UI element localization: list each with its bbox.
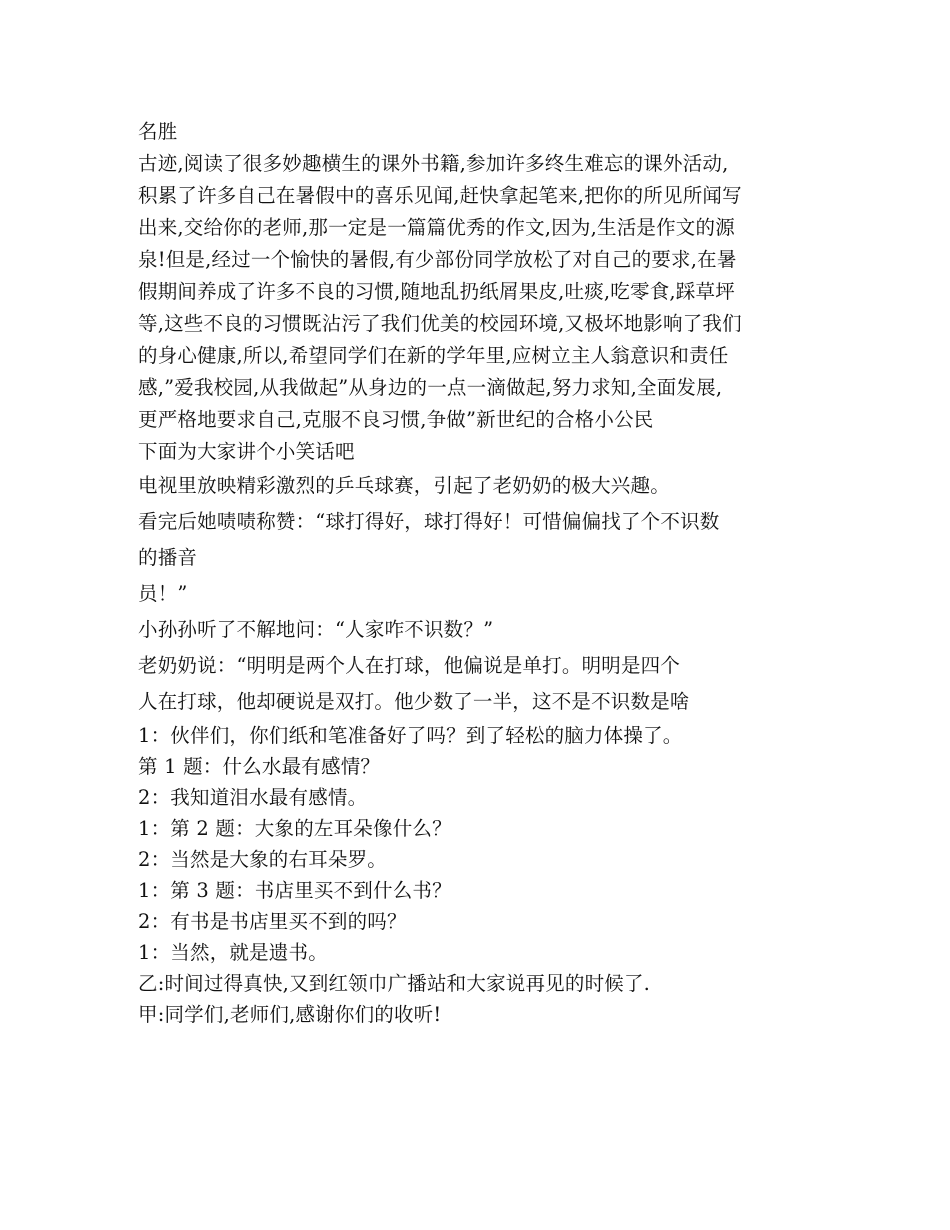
paragraph-1-line: 积累了许多自己在暑假中的喜乐见闻,赶快拿起笔来,把你的所见所闻写: [138, 184, 742, 207]
quiz-line: 第 1 题：什么水最有感情？: [138, 755, 381, 778]
joke-line: 的播音: [138, 546, 198, 569]
paragraph-1-line: 更严格地要求自己,克服不良习惯,争做”新世纪的合格小公民: [138, 408, 654, 431]
joke-intro-line: 下面为大家讲个小笑话吧: [138, 440, 355, 463]
document-body: [138, 116, 838, 1030]
quiz-line: 1：伙伴们，你们纸和笔准备好了吗？到了轻松的脑力体操了。: [138, 724, 683, 747]
quiz-line: 2：当然是大象的右耳朵罗。: [138, 848, 388, 871]
paragraph-1-line: 感,”爱我校园,从我做起”从身边的一点一滴做起,努力求知,全面发展,: [138, 376, 723, 399]
joke-line: 老奶奶说：“明明是两个人在打球，他偏说是单打。明明是四个: [138, 654, 681, 677]
joke-line: 看完后她啧啧称赞：“球打得好，球打得好！可惜偏偏找了个不识数: [138, 510, 720, 533]
paragraph-1-line: 古迹,阅读了很多妙趣横生的课外书籍,参加许多终生难忘的课外活动,: [138, 152, 729, 175]
closing-line: 乙:时间过得真快,又到红领巾广播站和大家说再见的时候了.: [138, 972, 651, 995]
joke-line: 小孙孙听了不解地问：“人家咋不识数？”: [138, 618, 494, 641]
quiz-line: 1：第 2 题：大象的左耳朵像什么？: [138, 817, 452, 840]
paragraph-1-line: 泉!但是,经过一个愉快的暑假,有少部份同学放松了对自己的要求,在暑: [138, 248, 737, 271]
paragraph-1-line: 等,这些不良的习惯既沾污了我们优美的校园环境,又极坏地影响了我们: [138, 312, 742, 335]
quiz-line: 1：第 3 题：书店里买不到什么书？: [138, 879, 452, 902]
paragraph-1-line: 出来,交给你的老师,那一定是一篇篇优秀的作文,因为,生活是作文的源: [138, 216, 735, 239]
paragraph-1-line: 的身心健康,所以,希望同学们在新的学年里,应树立主人翁意识和责任: [138, 344, 729, 367]
quiz-line: 2：有书是书店里买不到的吗？: [138, 910, 407, 933]
joke-line: 员！”: [138, 582, 188, 605]
quiz-line: 1：当然，就是遗书。: [138, 941, 328, 964]
joke-line: 人在打球，他却硬说是双打。他少数了一半，这不是不识数是啥: [138, 690, 690, 713]
paragraph-1-line: 假期间养成了许多不良的习惯,随地乱扔纸屑果皮,吐痰,吃零食,踩草坪: [138, 280, 735, 303]
quiz-line: 2：我知道泪水最有感情。: [138, 786, 368, 809]
paragraph-1-line: 名胜: [138, 120, 178, 143]
joke-line: 电视里放映精彩激烈的乒乓球赛，引起了老奶奶的极大兴趣。: [138, 474, 670, 497]
closing-line: 甲:同学们,老师们,感谢你们的收听!: [138, 1003, 442, 1026]
